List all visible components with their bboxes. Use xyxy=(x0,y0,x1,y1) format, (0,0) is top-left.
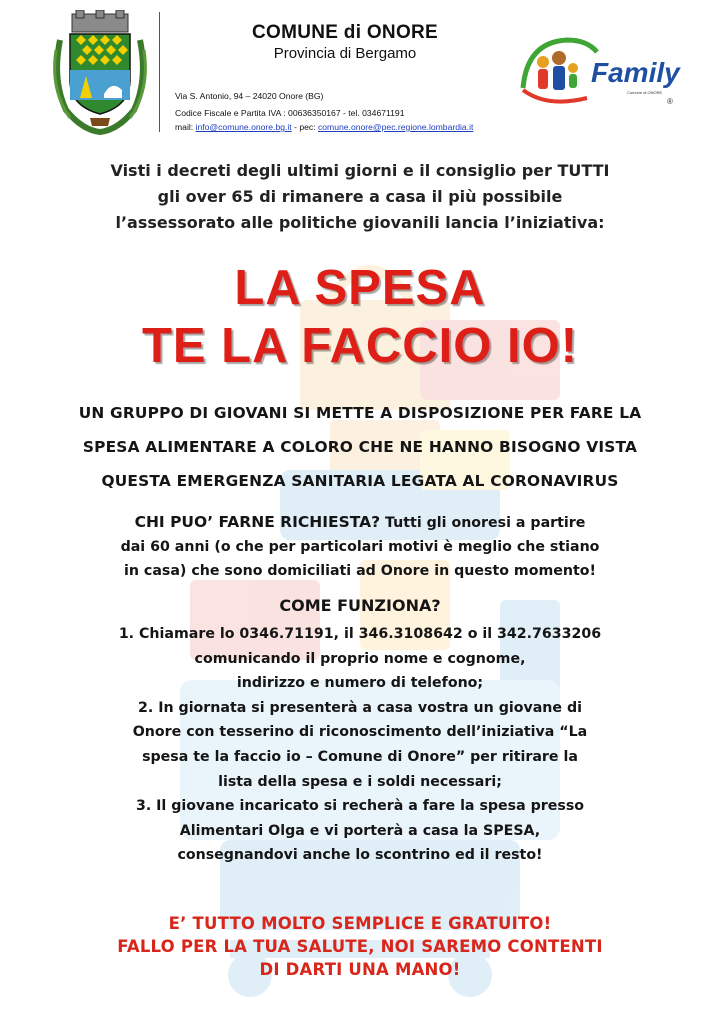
mail-link[interactable]: info@comune.onore.bg.it xyxy=(195,122,292,132)
closing-line-2: FALLO PER LA TUA SALUTE, NOI SAREMO CONTENTI xyxy=(117,937,603,956)
how-line: indirizzo e numero di telefono; xyxy=(236,675,484,692)
how-line: spesa te la faccio io – Comune di Onore” per ritirare la xyxy=(142,748,578,765)
fiscal-phone-text: Codice Fiscale e Partita IVA : 00636350167 - tel. 034671191 xyxy=(175,108,405,118)
who-can-request xyxy=(40,510,680,583)
who-line-1 xyxy=(40,510,680,535)
family-logo-text: Family xyxy=(591,57,680,88)
how-line: Alimentari Olga e vi porterà a casa la SPESA, xyxy=(179,822,541,839)
intro-tutti: TUTTI xyxy=(557,161,610,180)
how-line: 1. Chiamare lo 0346.71191, il 346.3108642 o il 342.7633206 xyxy=(118,626,602,642)
how-line: lista della spesa e i soldi necessari; xyxy=(218,773,502,790)
announcement-text xyxy=(20,396,700,498)
header-divider xyxy=(159,12,160,132)
pec-label: - pec: xyxy=(291,122,318,132)
mail-label: mail: xyxy=(175,122,196,132)
municipality-name: COMUNE di ONORE xyxy=(251,22,439,43)
intro-line-2: gli over 65 di rimanere a casa il più possibile xyxy=(157,187,563,206)
municipal-crest-icon xyxy=(46,10,154,138)
how-line: consegnandovi anche lo scontrino ed il resto! xyxy=(177,847,543,864)
title-line-1: LA SPESA xyxy=(234,261,486,315)
who-line-3: in casa) che sono domiciliati ad Onore in questo momento! xyxy=(124,563,596,579)
how-steps xyxy=(40,622,680,868)
family-logo-icon xyxy=(517,32,682,112)
how-line: 2. In giornata si presenterà a casa vostra un giovane di xyxy=(138,699,582,716)
contact-mail-line xyxy=(175,122,473,132)
closing-message xyxy=(0,912,720,981)
intro-line-1a: Visti i decreti degli ultimi giorni e il consiglio per xyxy=(110,161,558,180)
announcement-line-1: UN GRUPPO DI GIOVANI SI METTE A DISPOSIZIONE PER FARE LA xyxy=(78,404,642,422)
registered-mark: ® xyxy=(667,97,673,106)
intro-line-1 xyxy=(40,158,680,184)
address-text: Via S. Antonio, 94 – 24020 Onore (BG) xyxy=(175,91,324,101)
how-line: Onore con tesserino di riconoscimento dell’iniziativa “La xyxy=(132,724,588,741)
title-line-2: TE LA FACCIO IO! xyxy=(141,319,579,373)
how-heading: COME FUNZIONA? xyxy=(279,596,441,615)
announcement-line-3: QUESTA EMERGENZA SANITARIA LEGATA AL CORONAVIRUS xyxy=(101,472,619,490)
who-question: CHI PUO’ FARNE RICHIESTA? xyxy=(134,513,381,531)
how-line: comunicando il proprio nome e cognome, xyxy=(194,650,526,667)
pec-link[interactable]: comune.onore@pec.regione.lombardia.it xyxy=(317,122,474,132)
who-line-1-text: Tutti gli onoresi a partire xyxy=(380,515,586,531)
province-name: Provincia di Bergamo xyxy=(273,45,417,62)
who-line-2: dai 60 anni (o che per particolari motivi è meglio che stiano xyxy=(120,539,600,555)
closing-line-1: E’ TUTTO MOLTO SEMPLICE E GRATUITO! xyxy=(168,914,552,933)
family-logo-small-text: Comune di ONORE xyxy=(627,90,663,95)
intro-line-3: l’assessorato alle politiche giovanili lancia l’iniziativa: xyxy=(115,213,605,232)
how-line: 3. Il giovane incaricato si recherà a fare la spesa presso xyxy=(135,798,585,815)
intro-text xyxy=(40,158,680,236)
announcement-line-2: SPESA ALIMENTARE A COLORO CHE NE HANNO BISOGNO VISTA xyxy=(82,438,638,456)
closing-line-3: DI DARTI UNA MANO! xyxy=(259,960,461,979)
